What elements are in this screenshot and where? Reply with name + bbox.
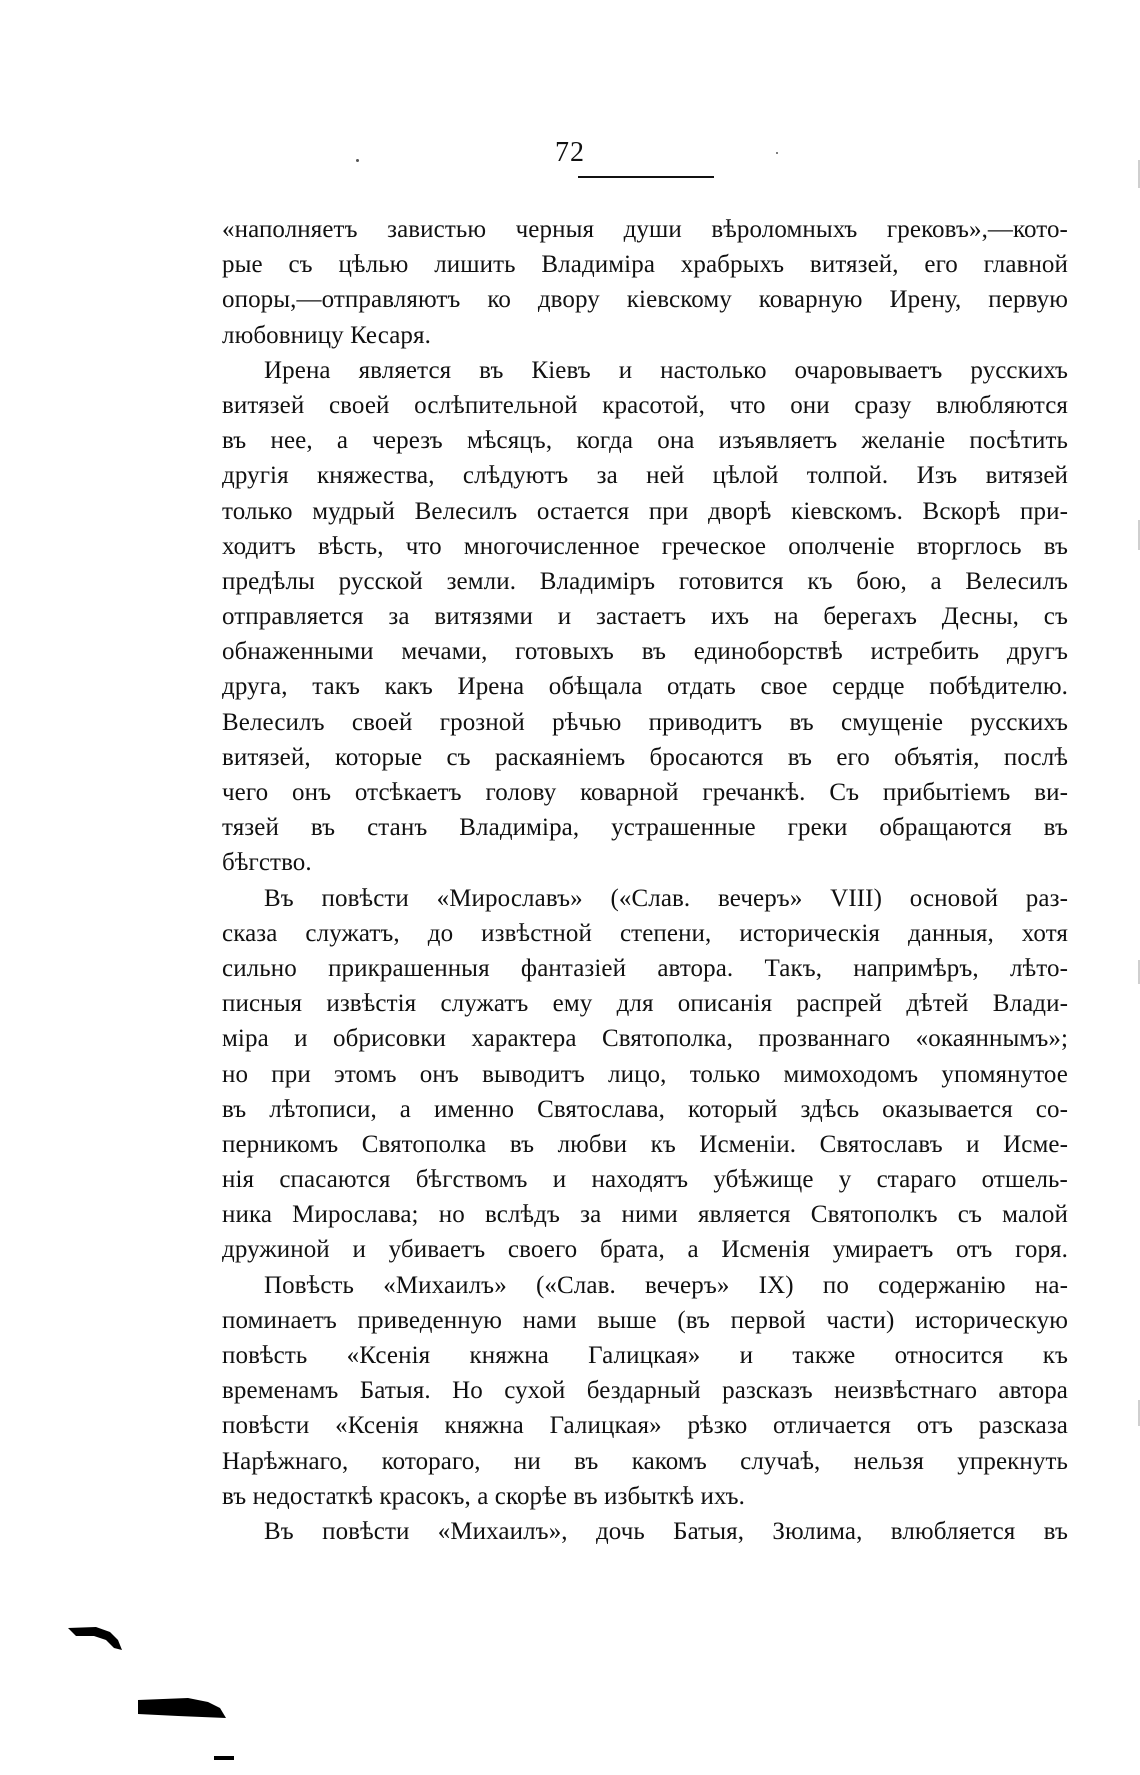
text-line: Въ повѣсти «Мирославъ» («Слав. вечеръ» VIII) основой раз- (264, 884, 1068, 912)
text-line: чего онъ отсѣкаетъ голову коварной гречанкѣ. Съ прибытіемъ ви- (222, 779, 1068, 806)
scan-speck (776, 152, 778, 154)
text-line: витязей, которые съ раскаяніемъ бросаются въ его объятія, послѣ (222, 743, 1068, 771)
text-line: предѣлы русской земли. Владиміръ готовится къ бою, а Велесилъ (222, 567, 1068, 595)
text-line: сильно прикрашенныя фантазіей автора. Такъ, напримѣръ, лѣто- (222, 954, 1068, 982)
text-line: отправляется за витязями и застаетъ ихъ на берегахъ Десны, съ (222, 603, 1068, 631)
text-line: обнаженными мечами, готовыхъ въ единоборствѣ истребить другъ (222, 638, 1068, 666)
text-line: въ лѣтописи, а именно Святослава, который здѣсь оказывается со- (222, 1095, 1068, 1123)
text-line: сказа служатъ, до извѣстной степени, историческія данныя, хотя (222, 919, 1068, 947)
text-line: дружиной и убиваетъ своего брата, а Исменія умираетъ отъ горя. (222, 1236, 1068, 1264)
text-line: Велесилъ своей грозной рѣчью приводитъ въ смущеніе русскихъ (222, 708, 1068, 736)
text-line: поминаетъ приведенную нами выше (въ первой части) историческую (222, 1306, 1068, 1334)
text-line: повѣсти «Ксенія княжна Галицкая» рѣзко отличается отъ разсказа (222, 1412, 1068, 1440)
scan-blot-upper (66, 1622, 126, 1662)
text-line: въ недостаткѣ красокъ, а скорѣе въ избыткѣ ихъ. (222, 1482, 745, 1510)
text-line: тязей въ станъ Владиміра, устрашенные греки обращаются въ (222, 814, 1068, 842)
text-line: ника Мирослава; но вслѣдъ за ними является Святополкъ съ малой (222, 1201, 1068, 1229)
text-line: бѣгство. (222, 849, 312, 877)
scan-speck (356, 159, 359, 162)
text-line: только мудрый Велесилъ остается при дворѣ кіевскомъ. Вскорѣ при- (222, 497, 1068, 525)
scan-dash-mark (214, 1756, 234, 1760)
paragraph-continuation (222, 212, 1068, 353)
text-line: повѣсть «Ксенія княжна Галицкая» и также относится къ (222, 1342, 1068, 1369)
text-line: перникомъ Святополка въ любви къ Исменіи. Святославъ и Исме- (222, 1130, 1068, 1158)
paragraph-zulima (222, 1514, 1068, 1549)
text-line: писныя извѣстія служатъ ему для описанія распрей дѣтей Влади- (222, 990, 1068, 1018)
paragraph-miroslav (222, 881, 1068, 1268)
text-line: рые съ цѣлью лишить Владиміра храбрыхъ витязей, его главной (222, 251, 1068, 279)
text-line: міра и обрисовки характера Святополка, прозваннаго «окаяннымъ»; (222, 1025, 1068, 1053)
text-line: Ирена является въ Кіевъ и настолько очаровываетъ русскихъ (264, 356, 1068, 384)
paragraph-mikhail (222, 1268, 1068, 1514)
text-line: Повѣсть «Михаилъ» («Слав. вечеръ» IX) по содержанію на- (264, 1271, 1068, 1299)
text-line: опоры,—отправляютъ ко двору кіевскому коварную Ирену, первую (222, 286, 1068, 314)
text-line: «наполняетъ завистью черныя души вѣроломныхъ грековъ»,—кото- (222, 216, 1068, 243)
text-line: Въ повѣсти «Михаилъ», дочь Батыя, Зюлима, влюбляется въ (264, 1517, 1068, 1545)
page-number-rule (578, 176, 714, 178)
text-line: другія княжества, слѣдуютъ за ней цѣлой толпой. Изъ витязей (222, 462, 1068, 490)
text-line: но при этомъ онъ выводитъ лицо, только мимоходомъ упомянутое (222, 1060, 1068, 1088)
body-text (222, 212, 1068, 1549)
text-line: Нарѣжнаго, котораго, ни въ какомъ случаѣ, нельзя упрекнуть (222, 1447, 1068, 1475)
text-line: ходитъ вѣсть, что многочисленное греческое ополченіе вторглось въ (222, 532, 1068, 560)
page-number: 72 (555, 137, 585, 168)
text-line: временамъ Батыя. Но сухой бездарный разсказъ неизвѣстнаго автора (222, 1377, 1068, 1405)
text-line: нія спасаются бѣгствомъ и находятъ убѣжище у стараго отшель- (222, 1166, 1068, 1194)
scan-blot-lower (138, 1696, 228, 1724)
text-line: въ нее, а черезъ мѣсяцъ, когда она изъявляетъ желаніе посѣтить (222, 427, 1068, 455)
text-line: друга, такъ какъ Ирена обѣщала отдать свое сердце побѣдителю. (222, 673, 1068, 701)
paragraph-irena (222, 353, 1068, 881)
text-line: любовницу Кесаря. (222, 321, 431, 349)
text-line: витязей своей ослѣпительной красотой, что они сразу влюбляются (222, 391, 1068, 419)
